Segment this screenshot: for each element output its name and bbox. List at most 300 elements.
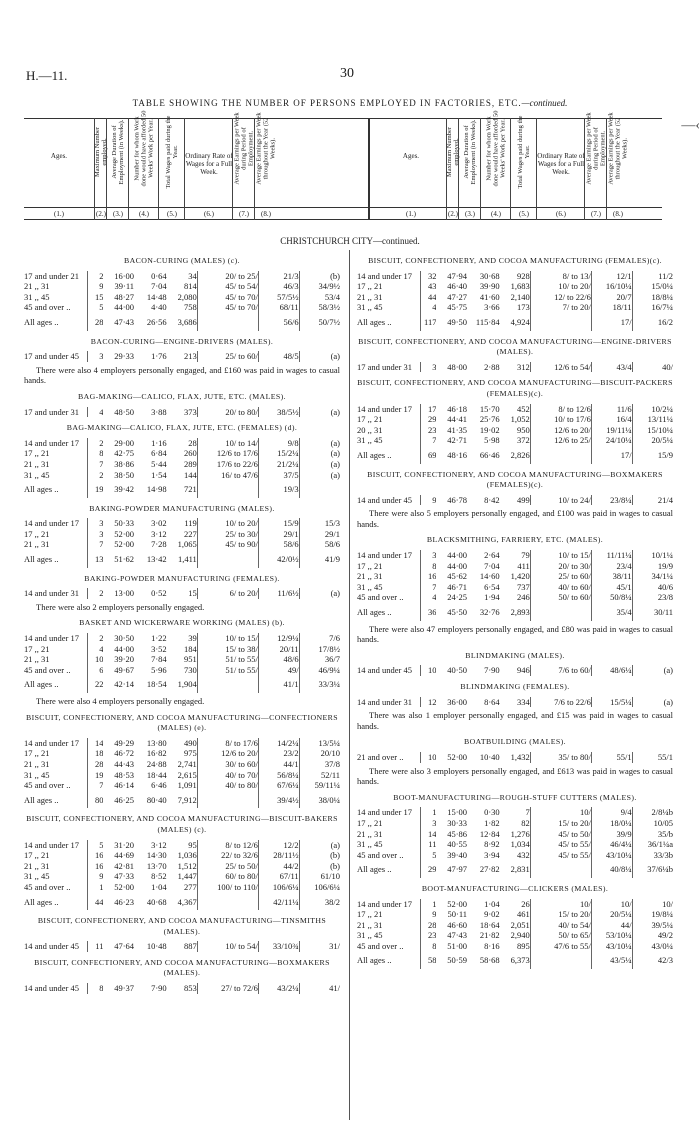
value-cell: 16/ to 47/6 [197, 470, 258, 481]
age-cell: 21 ,, 31 [24, 758, 50, 769]
value-cell: 411 [517, 560, 530, 571]
value-cell: 37/5 [258, 470, 299, 481]
value-cell [197, 893, 258, 911]
value-cell [530, 603, 591, 621]
age-cell: 17 and under 31 [24, 406, 80, 417]
value-cell: 40/ to 70/ [197, 770, 258, 781]
value-cell: 33/3¼ [299, 675, 340, 693]
value-cell: 3·12 [151, 839, 167, 850]
value-cell: 38·86 [114, 458, 135, 469]
value-cell: 38/5½ [258, 407, 299, 418]
value-cell: 48/5 [258, 351, 299, 362]
data-table [24, 840, 340, 911]
value-cell: 12/2 [258, 840, 299, 851]
value-cell: 3·88 [151, 406, 167, 417]
value-cell: 51/ to 55/ [197, 665, 258, 676]
value-cell: (a) [632, 697, 673, 708]
value-cell: 3 [420, 362, 436, 373]
value-cell: 20/ to 30/ [530, 561, 591, 572]
value-cell: 1,065 [177, 539, 197, 550]
value-cell: 7 [87, 459, 103, 470]
value-cell: 10 [420, 752, 436, 763]
value-cell: 260 [184, 448, 197, 459]
value-cell: 23/2 [258, 748, 299, 759]
value-cell: 814 [184, 281, 197, 292]
data-table [24, 633, 340, 693]
age-cell: All ages .. [24, 554, 59, 565]
value-cell: 10/ to 17/6 [530, 414, 591, 425]
value-cell: 20/11 [258, 644, 299, 655]
value-cell: 38/11 [591, 571, 632, 582]
value-cell: (a) [299, 840, 340, 851]
value-cell: 30·68 [479, 270, 500, 281]
table-row [357, 665, 673, 676]
value-cell: 47·43 [447, 930, 468, 941]
value-cell: 55/1 [632, 752, 673, 763]
column-number: (5.) [167, 210, 177, 218]
value-cell: 373 [184, 406, 197, 417]
section-title: BAKING-POWDER MANUFACTURING (MALES). [89, 503, 275, 513]
section-title: BISCUIT, CONFECTIONERY, AND COCOA MANUFACTURING—BOXMAKERS (FEMALES)(c). [367, 469, 663, 490]
value-cell [197, 550, 258, 568]
column-divider [349, 250, 350, 1120]
value-cell: 19·02 [479, 424, 500, 435]
value-cell: 7 [420, 582, 436, 593]
age-cell: 14 and under 17 [357, 403, 413, 414]
value-cell: 13/11¼ [632, 414, 673, 425]
value-cell: 42·14 [114, 679, 135, 690]
age-cell: 21 ,, 31 [357, 291, 383, 302]
age-cell: 20 ,, 31 [357, 424, 383, 435]
value-cell: 8/ to 12/6 [197, 840, 258, 851]
value-cell: 60/ to 80/ [197, 871, 258, 882]
table-row [357, 899, 673, 910]
value-cell: 16/4 [591, 414, 632, 425]
value-cell: 27·82 [479, 864, 500, 875]
column-number: (7.) [591, 210, 601, 218]
value-cell: 8/ to 13/ [530, 271, 591, 282]
value-cell: 37/8 [299, 759, 340, 770]
age-cell: 21 ,, 31 [24, 860, 50, 871]
value-cell: 2,741 [177, 758, 197, 769]
column-header-7 [232, 112, 255, 220]
value-cell: 15/ to 38/ [197, 644, 258, 655]
value-cell: 1,447 [177, 871, 197, 882]
value-cell: 7/6 to 22/6 [530, 697, 591, 708]
age-cell: 14 and under 31 [357, 696, 413, 707]
value-cell: 14 [87, 738, 103, 749]
value-cell: 30/ to 60/ [197, 759, 258, 770]
value-cell: 10 [87, 654, 103, 665]
value-cell: 499 [517, 494, 530, 505]
value-cell: 16·82 [146, 748, 167, 759]
value-cell: 12/6 to 54/ [530, 362, 591, 373]
value-cell: 9/4 [591, 807, 632, 818]
value-cell: 17/ [591, 313, 632, 331]
value-cell: 6·54 [484, 581, 500, 592]
age-cell: 31 ,, 45 [357, 581, 383, 592]
value-cell: 3·66 [484, 302, 500, 313]
table-row [24, 633, 340, 644]
value-cell: 44/2 [258, 861, 299, 872]
value-cell: 23 [420, 930, 436, 941]
value-cell: 36·00 [447, 696, 468, 707]
value-cell: 50·11 [447, 909, 468, 920]
table-row [24, 770, 340, 781]
value-cell: 12/6 to 20/ [530, 425, 591, 436]
value-cell: 14 [420, 829, 436, 840]
value-cell: 15·70 [479, 403, 500, 414]
value-cell: 47·43 [114, 316, 135, 327]
data-table [357, 550, 673, 621]
value-cell: 39·40 [447, 849, 468, 860]
value-cell: 10/05 [632, 818, 673, 829]
value-cell: 36/7 [299, 654, 340, 665]
table-row [357, 362, 673, 373]
value-cell: 20/ to 80/ [197, 407, 258, 418]
value-cell: 43/10¼ [591, 850, 632, 861]
value-cell: 15/ to 20/ [530, 909, 591, 920]
age-cell: 14 and under 17 [24, 633, 80, 644]
value-cell: 44·43 [114, 758, 135, 769]
value-cell: 30·33 [447, 817, 468, 828]
value-cell: 58/6 [258, 539, 299, 550]
table-row [357, 818, 673, 829]
value-cell [299, 480, 340, 498]
value-cell: 18/11 [591, 302, 632, 313]
value-cell: 80·40 [146, 794, 167, 805]
value-cell: 15/9 [258, 518, 299, 529]
value-cell: 33/10¾ [258, 941, 299, 952]
value-cell: 2,831 [510, 864, 530, 875]
value-cell: 38·50 [114, 469, 135, 480]
value-cell: 53/10¼ [591, 930, 632, 941]
value-cell: 737 [517, 581, 530, 592]
table-row [24, 644, 340, 655]
age-cell: All ages .. [24, 794, 59, 805]
section-title: BISCUIT, CONFECTIONERY, AND COCOA MANUFACTURING—CONFECTIONERS (MALES) (e). [25, 712, 339, 733]
value-cell: 43/0¼ [632, 941, 673, 952]
age-cell: 21 ,, 31 [24, 539, 50, 550]
section-title: BISCUIT, CONFECTIONERY, AND COCOA MANUFACTURING—BISCUIT-PACKERS (FEMALES)(c). [357, 378, 673, 398]
value-cell: 8·52 [151, 871, 167, 882]
value-cell: 28 [188, 437, 197, 448]
section-note: There were also 2 employers personally engaged. [36, 601, 205, 612]
value-cell: 100/ to 110/ [197, 882, 258, 893]
value-cell: 68/11 [258, 302, 299, 313]
value-cell: 32·76 [479, 607, 500, 618]
value-cell: 0·64 [151, 270, 167, 281]
column-number: (8.) [613, 210, 623, 218]
value-cell: 9 [87, 871, 103, 882]
value-cell: 2 [87, 438, 103, 449]
column-header [24, 110, 662, 220]
value-cell: 35/b [632, 829, 673, 840]
value-cell: 27/ to 72/6 [197, 983, 258, 994]
value-cell: 24·25 [447, 592, 468, 603]
value-cell: 40/ [632, 362, 673, 373]
value-cell: 47·94 [447, 270, 468, 281]
value-cell: 1·16 [151, 437, 167, 448]
value-cell: 1,420 [510, 571, 530, 582]
table-row [24, 539, 340, 550]
value-cell: 213 [184, 351, 197, 362]
value-cell: 12/ to 22/6 [530, 292, 591, 303]
value-cell: 2 [87, 271, 103, 282]
value-cell: 52·00 [447, 898, 468, 909]
value-cell: 42/11¼ [258, 893, 299, 911]
table-row [357, 930, 673, 941]
value-cell: 5 [87, 302, 103, 313]
value-cell: 23/4 [591, 561, 632, 572]
age-cell: 31 ,, 45 [24, 769, 50, 780]
value-cell: 853 [184, 983, 197, 994]
value-cell: 35/4 [591, 603, 632, 621]
value-cell: 975 [184, 748, 197, 759]
column-header-4 [128, 110, 159, 220]
value-cell: 6·46 [151, 780, 167, 791]
value-cell: 43/4 [591, 362, 632, 373]
data-table [357, 665, 673, 676]
value-cell: 4 [420, 302, 436, 313]
value-cell: 12/9¼ [258, 633, 299, 644]
table-row [24, 518, 340, 529]
value-cell: 15/5¼ [591, 697, 632, 708]
left-column [24, 250, 340, 994]
value-cell: 52·00 [114, 881, 135, 892]
value-cell: 15/3 [299, 518, 340, 529]
table-title [0, 98, 700, 108]
table-row [357, 435, 673, 446]
age-cell: All ages .. [357, 864, 392, 875]
value-cell: 52·00 [114, 528, 135, 539]
value-cell: 5 [420, 850, 436, 861]
value-cell: 19/11¼ [591, 425, 632, 436]
age-cell: All ages .. [357, 316, 392, 327]
age-cell: 17 ,, 21 [24, 850, 50, 861]
value-cell: 39 [188, 633, 197, 644]
table-row [357, 697, 673, 708]
age-cell: 21 ,, 31 [24, 654, 50, 665]
value-cell: 3 [87, 529, 103, 540]
margin-mark-icon: —‹ [681, 118, 700, 133]
age-cell: All ages .. [357, 607, 392, 618]
data-table [24, 438, 340, 498]
value-cell: 46/4¼ [591, 839, 632, 850]
table-row [357, 292, 673, 303]
value-cell: 30·50 [114, 633, 135, 644]
value-cell: 246 [517, 592, 530, 603]
column-label: Average Earnings per Week during Period of Employment. [233, 112, 255, 185]
value-cell: 43/10¼ [591, 941, 632, 952]
age-cell: All ages .. [357, 449, 392, 460]
value-cell: 49·67 [114, 664, 135, 675]
value-cell: 50/ to 65/ [530, 930, 591, 941]
value-cell: (a) [632, 665, 673, 676]
total-row [24, 675, 340, 693]
value-cell: 23/8¼ [591, 495, 632, 506]
value-cell: 4,367 [177, 896, 197, 907]
value-cell: 19/3 [258, 480, 299, 498]
value-cell: 7·90 [151, 983, 167, 994]
section-title: BISCUIT, CONFECTIONERY, AND COCOA MANUFACTURING—BOXMAKERS (MALES). [34, 957, 330, 978]
value-cell: 17/6 to 22/6 [197, 459, 258, 470]
section-note: There were also 4 employers personally engaged. [36, 696, 205, 706]
value-cell: 33/3b [632, 850, 673, 861]
data-table [24, 941, 340, 952]
value-cell: 1,036 [177, 850, 197, 861]
value-cell: 39·42 [114, 484, 135, 495]
value-cell: 41·60 [479, 291, 500, 302]
age-cell: All ages .. [24, 679, 59, 690]
value-cell: 928 [517, 270, 530, 281]
value-cell: 36/1¼a [632, 839, 673, 850]
value-cell: 14·48 [146, 291, 167, 302]
table-row [357, 561, 673, 572]
value-cell: 49·50 [447, 316, 468, 327]
value-cell: 40/ to 54/ [530, 920, 591, 931]
value-cell: 2 [87, 633, 103, 644]
value-cell: 1·76 [151, 351, 167, 362]
value-cell: 8/ to 12/6 [530, 404, 591, 415]
value-cell: 44·00 [114, 302, 135, 313]
age-cell: 45 and over .. [357, 849, 404, 860]
value-cell: 10 [420, 665, 436, 676]
value-cell: 8 [87, 983, 103, 994]
table-row [24, 780, 340, 791]
value-cell: 8·16 [484, 940, 500, 951]
section-title: BOOT-MANUFACTURING—CLICKERS (MALES). [421, 883, 609, 893]
section-title: BACON-CURING (MALES) (c). [124, 256, 240, 265]
section-title: BAG-MAKING—CALICO, FLAX, JUTE, ETC. (MALES). [78, 391, 286, 401]
value-cell [530, 951, 591, 969]
table-title-suffix: —continued. [521, 98, 568, 108]
age-cell: 14 and under 31 [24, 588, 80, 599]
value-cell: 334 [517, 696, 530, 707]
section-title: BISCUIT, CONFECTIONERY, AND COCOA MANUFACTURING (FEMALES)(c). [368, 256, 662, 265]
value-cell: 7 [87, 780, 103, 791]
value-cell: 38/2 [299, 893, 340, 911]
value-cell: 1 [420, 807, 436, 818]
value-cell: 35/ to 80/ [530, 752, 591, 763]
value-cell: 1,411 [177, 554, 197, 565]
value-cell: 21/3 [258, 271, 299, 282]
value-cell: 1·04 [151, 881, 167, 892]
value-cell: 49/2 [632, 930, 673, 941]
value-cell: 48/6 [258, 654, 299, 665]
age-cell: 14 and under 17 [357, 270, 413, 281]
value-cell: 12/6 to 17/6 [197, 448, 258, 459]
value-cell: 7 [420, 435, 436, 446]
table-row [357, 941, 673, 952]
table-row [357, 281, 673, 292]
section-title: BISCUIT, CONFECTIONERY, AND COCOA MANUFACTURING—TINSMITHS (MALES). [37, 916, 327, 936]
value-cell: 21/4 [632, 495, 673, 506]
table-row [24, 271, 340, 282]
value-cell: 7·04 [484, 560, 500, 571]
age-cell: 14 and under 17 [24, 839, 80, 850]
value-cell: (a) [299, 470, 340, 481]
table-row [357, 425, 673, 436]
column-label: Ages. [402, 152, 420, 160]
value-cell: 43/2¼ [258, 983, 299, 994]
value-cell: (a) [299, 448, 340, 459]
age-cell: 21 ,, 31 [357, 828, 383, 839]
value-cell: 44·41 [447, 414, 468, 425]
age-cell: 17 ,, 21 [357, 817, 383, 828]
value-cell: 21·82 [479, 930, 500, 941]
value-cell: 22/ to 32/6 [197, 850, 258, 861]
value-cell: 7 [525, 807, 530, 818]
value-cell: 9/8 [258, 438, 299, 449]
value-cell: 29 [420, 860, 436, 878]
value-cell: 15/0¼ [632, 281, 673, 292]
age-cell: 45 and over .. [24, 664, 71, 675]
value-cell: 42/3 [632, 951, 673, 969]
value-cell: 39/4½ [258, 791, 299, 809]
value-cell: 2·88 [484, 361, 500, 372]
column-header-6 [536, 118, 585, 220]
age-cell: 45 and over .. [357, 940, 404, 951]
age-cell: 31 ,, 45 [357, 302, 383, 313]
value-cell: 46·14 [114, 780, 135, 791]
value-cell: 184 [184, 643, 197, 654]
value-cell: 44/1 [258, 759, 299, 770]
value-cell: 45/ to 70/ [197, 302, 258, 313]
value-cell: 42·71 [447, 435, 468, 446]
value-cell: 13·42 [146, 554, 167, 565]
age-cell: 14 and under 45 [357, 494, 413, 505]
value-cell [197, 480, 258, 498]
value-cell: 39·11 [114, 281, 135, 292]
value-cell: 58/3½ [299, 302, 340, 313]
value-cell: 3,686 [177, 316, 197, 327]
value-cell: 47·33 [114, 871, 135, 882]
age-cell: 21 ,, 31 [357, 919, 383, 930]
value-cell: 7 [87, 539, 103, 550]
value-cell: 22 [87, 675, 103, 693]
value-cell: 2,893 [510, 607, 530, 618]
column-header-3 [458, 118, 481, 220]
value-cell: 1,512 [177, 860, 197, 871]
value-cell: 277 [184, 881, 197, 892]
data-table [24, 983, 340, 994]
value-cell: 39/9 [591, 829, 632, 840]
section-title: BACON-CURING—ENGINE-DRIVERS (MALES). [90, 336, 274, 346]
column-label: Average Earnings per Week throughout the Year (52 Weeks). [607, 112, 629, 185]
value-cell: 8·64 [484, 696, 500, 707]
value-cell: 10·40 [479, 751, 500, 762]
value-cell: 11/2 [632, 271, 673, 282]
column-label: Average Earnings per Week throughout the Year (52 Weeks). [255, 112, 277, 185]
age-cell: 14 and under 17 [24, 518, 80, 529]
total-row [24, 313, 340, 331]
section-title: BAKING-POWDER MANUFACTURING (FEMALES). [84, 573, 280, 583]
total-row [24, 791, 340, 809]
value-cell: 34/9½ [299, 281, 340, 292]
value-cell: 3·12 [151, 528, 167, 539]
column-header-7 [584, 112, 607, 220]
value-cell: 56/8¼ [258, 770, 299, 781]
value-cell: 41·35 [447, 424, 468, 435]
value-cell: 11/6 [591, 404, 632, 415]
value-cell: 45/ to 55/ [530, 839, 591, 850]
value-cell: 7·84 [151, 654, 167, 665]
column-number: (7.) [239, 210, 249, 218]
table-row [24, 882, 340, 893]
column-number: (4.) [139, 210, 149, 218]
value-cell: 25·76 [479, 414, 500, 425]
